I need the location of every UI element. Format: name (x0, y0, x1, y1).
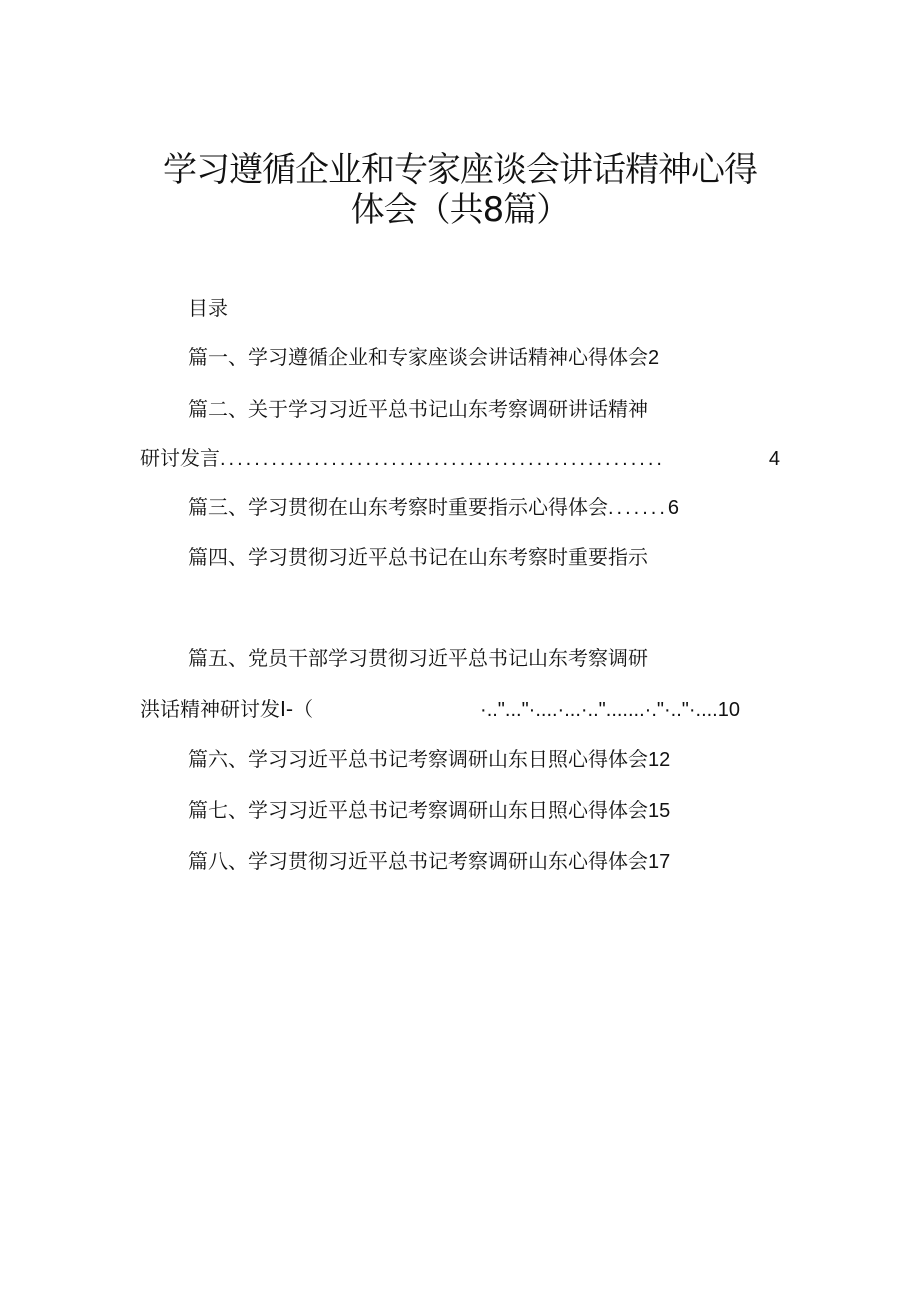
toc-entry-page: 4 (768, 448, 780, 470)
toc-entry-page: 2 (648, 347, 660, 369)
toc-leader-dots: ....... (608, 497, 668, 519)
toc-entry-page: 12 (648, 749, 671, 771)
toc-entry-text: 篇三、学习贯彻在山东考察时重要指示心得体会 (188, 495, 608, 519)
toc-entry-text: 篇五、党员干部学习贯彻习近平总书记山东考察调研 (188, 646, 648, 670)
toc-entry-3[interactable] (188, 493, 679, 522)
toc-entry-continuation-text: 洪话精神研讨发I-（ (140, 697, 314, 721)
toc-entry-4[interactable] (188, 543, 648, 571)
toc-entry-6[interactable] (188, 745, 670, 774)
toc-entry-text: 篇七、学习习近平总书记考察调研山东日照心得体会 (188, 798, 648, 822)
toc-entry-page: 10 (717, 699, 740, 721)
toc-leader-dots: .................................................... (220, 448, 665, 470)
document-title-line-2: 体会（共8篇） (350, 190, 570, 230)
toc-entry-text: 篇六、学习习近平总书记考察调研山东日照心得体会 (188, 747, 648, 771)
toc-entry-page: 6 (667, 497, 680, 519)
toc-entry-page: 15 (648, 800, 671, 822)
toc-entry-8[interactable] (188, 847, 670, 876)
toc-entry-5[interactable] (188, 644, 648, 672)
toc-entry-text: 篇二、关于学习习近平总书记山东考察调研讲话精神 (188, 397, 648, 421)
toc-heading: 目录 (188, 296, 228, 320)
toc-entry-continuation-text: 研讨发言 (140, 446, 220, 470)
toc-leader-dots: ·.."..."·....·...·..".......·."·.."·.... (480, 699, 718, 721)
toc-entry-page: 17 (648, 851, 671, 873)
toc-entry-2-continuation[interactable] (140, 444, 780, 473)
toc-entry-1[interactable] (188, 343, 659, 372)
toc-entry-text: 篇八、学习贯彻习近平总书记考察调研山东心得体会 (188, 849, 648, 873)
toc-entry-text: 篇四、学习贯彻习近平总书记在山东考察时重要指示 (188, 545, 648, 569)
document-title-line-1: 学习遵循企业和专家座谈会讲话精神心得 (163, 150, 757, 190)
toc-entry-2[interactable] (188, 395, 648, 423)
toc-entry-text: 篇一、学习遵循企业和专家座谈会讲话精神心得体会 (188, 345, 648, 369)
toc-entry-7[interactable] (188, 796, 670, 825)
toc-entry-5-continuation[interactable] (140, 695, 740, 724)
